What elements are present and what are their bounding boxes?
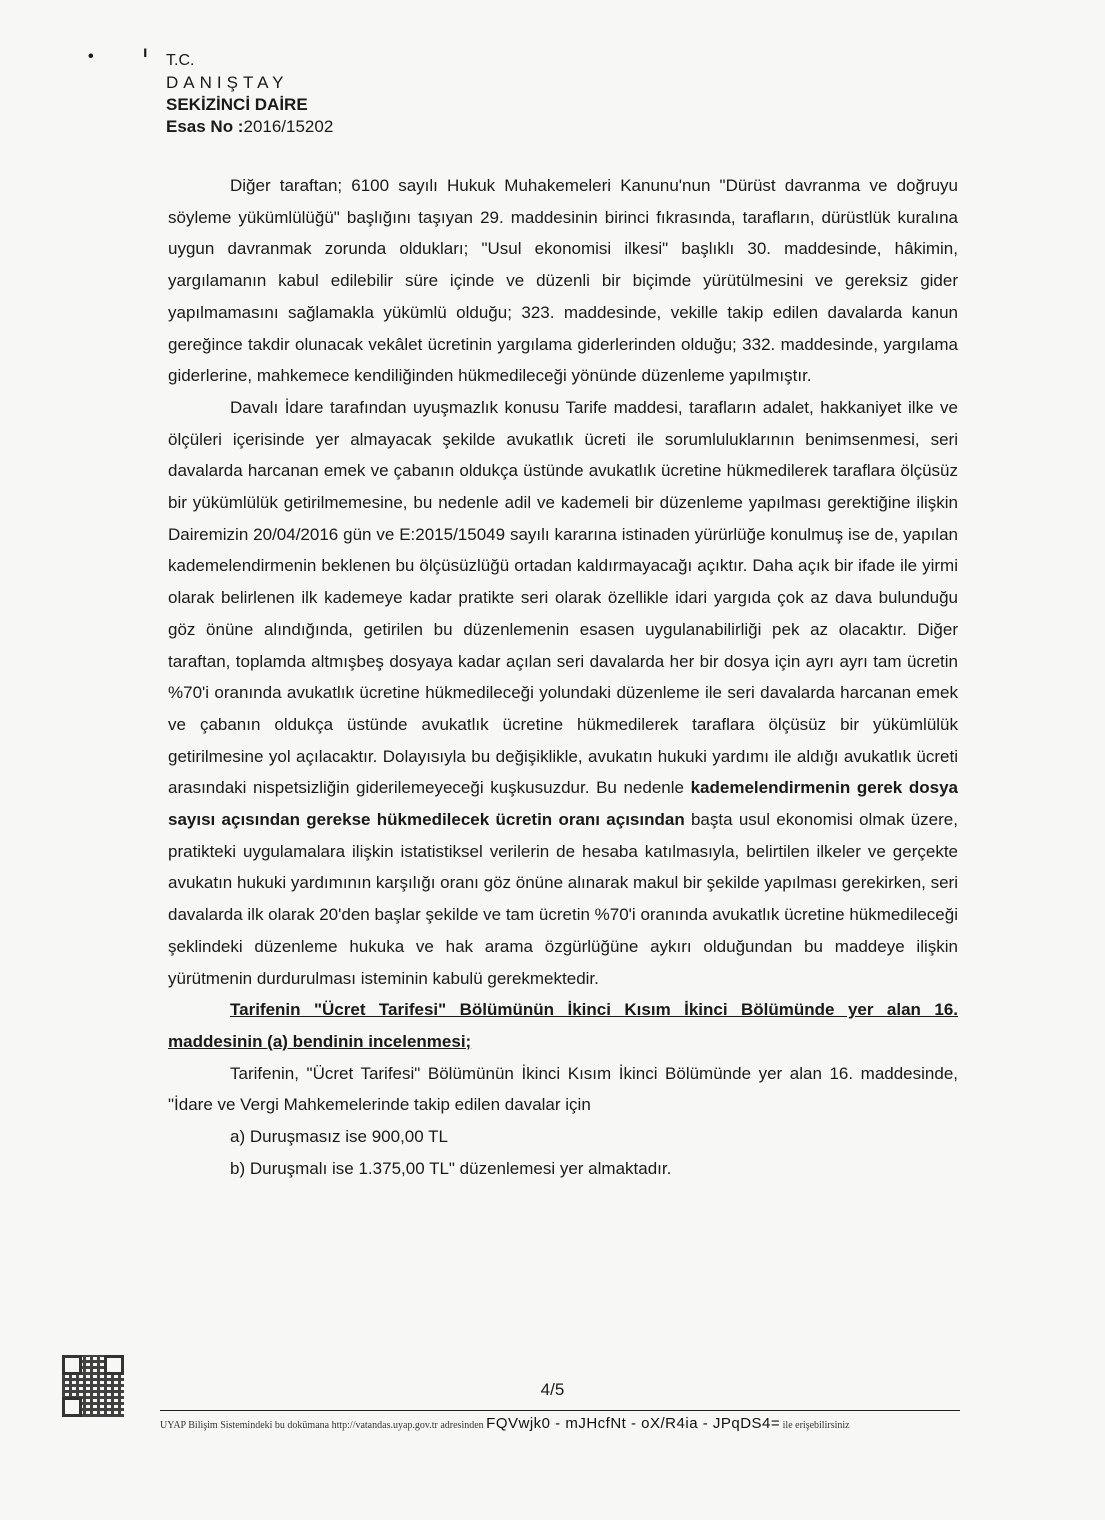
section-subheading: Tarifenin "Ücret Tarifesi" Bölümünün İkinci Kısım İkinci Bölümünde yer alan 16. maddesinin (a) bendinin incelenmesi;: [168, 1000, 958, 1051]
header-court: DANIŞTAY: [166, 73, 289, 92]
paragraph-2-text-end: başta usul ekonomisi olmak üzere, pratikteki uygulamalara ilişkin istatistiksel verilerin de hesaba katılmasıyla, belirtilen ilkeler ve gerçekte avukatın hukuki yardımının karşılığı oranı göz önüne alınarak makul bir şekilde yapılması gerekirken, seri davalarda ilk olarak 20'den başlar şekilde ve tam ücretin %70'i oranında avukatlık ücretine hükmedileceği şeklindeki düzenleme hukuka ve hak arama özgürlüğüne aykırı olduğundan bu maddeye ilişkin yürütmenin durdurulması isteminin kabulü gerekmektedir.: [168, 810, 958, 988]
footer-divider: [160, 1410, 960, 1411]
page-number: 4/5: [540, 1380, 565, 1399]
header-chamber: SEKİZİNCİ DAİRE: [166, 95, 308, 114]
paragraph-2-text: Davalı İdare tarafından uyuşmazlık konusu Tarife maddesi, tarafların adalet, hakkaniyet ilke ve ölçüleri içerisinde yer almayacak şekilde avukatlık ücreti ile sorumluluklarının benimsenmesi, seri davalarda harcanan emek ve çabanın oldukça üstünde avukatlık ücretine hükmedilerek taraflara ölçüsüz bir yükümlülük getirilmemesine, bu nedenle adil ve kademeli bir düzenleme yapılması gerektiğine ilişkin Dairemizin 20/04/2016 gün ve E:2015/15049 sayılı kararına istinaden yürürlüğe konulmuş ise de, yapılan kademelendirmenin beklenen bu ölçüsüzlüğü ortadan kaldırmayacağı açıktır. Daha açık bir ifade ile yirmi olarak belirlenen ilk kademeye kadar pratikte seri olarak özellikle idari yargıda çok az dava bulunduğu göz önüne alındığında, getirilen bu düzenlemenin esasen uygulanabilirliği pek az olacaktır. Diğer taraftan, toplamda altmışbeş dosyaya kadar açılan seri davalarda her bir dosya için ayrı ayrı tam ücretin %70'i oranında avukatlık ücretine hükmedileceği yolundaki düzenleme ile seri davalarda harcanan emek ve çabanın oldukça üstünde avukatlık ücretine hükmedilerek taraflara ölçüsüz bir yükümlülük getirilmesine yol açılacaktır. Dolayısıyla bu değişiklikle, avukatın hukuki yardımı ile aldığı avukatlık ücreti arasındaki nispetsizliğin giderilemeyeceği kuşkusuzdur. Bu nedenle: [168, 397, 958, 798]
footer-prefix: UYAP Bilişim Sistemindeki bu dokümana http://vatandas.uyap.gov.tr adresinden: [160, 1420, 484, 1431]
qr-corner-marker: [62, 1397, 82, 1417]
footer-suffix: ile erişebilirsiniz: [782, 1420, 850, 1431]
header-esas: [166, 116, 333, 138]
header-tc: T.C.: [166, 52, 195, 69]
paragraph-3: Tarifenin, "Ücret Tarifesi" Bölümünün İkinci Kısım İkinci Bölümünde yer alan 16. maddesinde, "İdare ve Vergi Mahkemelerinde takip edilen davalar için: [168, 1063, 958, 1115]
list-item-a: a) Duruşmasız ise 900,00 TL: [230, 1127, 448, 1147]
scan-mark-dot: •: [88, 48, 94, 65]
footer-verification: [160, 1415, 960, 1432]
paragraph-2: [168, 392, 958, 994]
document-body: [168, 170, 958, 1185]
list-item-b: b) Duruşmalı ise 1.375,00 TL" düzenlemesi yer almaktadır.: [230, 1158, 672, 1178]
esas-label: Esas No :: [166, 117, 244, 136]
paragraph-2-bold: kademelendirmenin gerek dosya sayısı açısından gerekse hükmedilecek ücretin oranı açısından: [168, 778, 958, 830]
document-header: [166, 50, 333, 138]
esas-value: 2016/15202: [243, 117, 334, 136]
footer-verification-code: FQVwjk0 - mJHcfNt - oX/R4ia - JPqDS4=: [486, 1415, 781, 1432]
paragraph-1: Diğer taraftan; 6100 sayılı Hukuk Muhakemeleri Kanunu'nun "Dürüst davranma ve doğruyu söyleme yükümlülüğü" başlığını taşıyan 29. maddesinin birinci fıkrasında, tarafların, dürüstlük kuralına uygun davranmak zorunda oldukları; "Usul ekonomisi ilkesi" başlıklı 30. maddesinde, hâkimin, yargılamanın kabul edilebilir süre içinde ve düzenli bir biçimde yürütülmesini ve gereksiz gider yapılmamasını sağlamakla yükümlü olduğu; 323. maddesinde, vekille takip edilen davalarda kanun gereğince takdir olunacak vekâlet ücretinin yargılama giderlerinden olduğu; 332. maddesinde, yargılama giderlerine, mahkemece kendiliğinden hükmedileceği yönünde düzenleme yapılmıştır.: [168, 176, 958, 386]
scan-mark-stroke: ı: [143, 44, 148, 61]
